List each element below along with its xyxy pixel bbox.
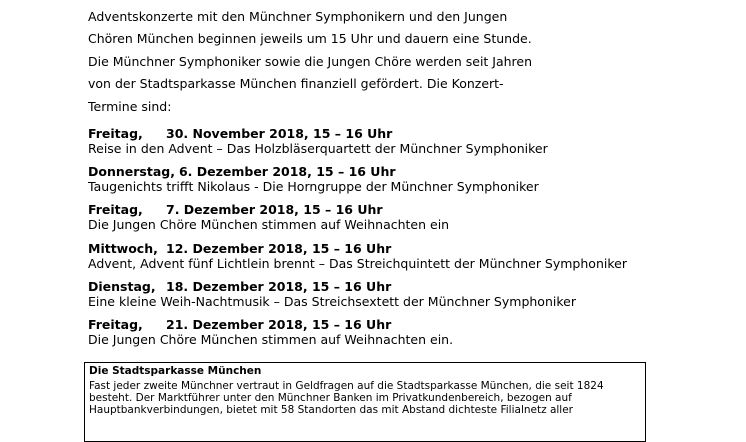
event-day: Freitag, <box>88 126 143 141</box>
event-date: 18. Dezember 2018, 15 – 16 Uhr <box>166 278 392 294</box>
event-heading <box>88 127 728 141</box>
event-item <box>88 318 728 356</box>
intro-line: von der Stadtsparkasse München finanziell gefördert. Die Konzert- <box>88 76 504 92</box>
event-heading <box>88 280 728 294</box>
info-box-body: Fast jeder zweite Münchner vertraut in Geldfragen auf die Stadtsparkasse München, die seit 1824 besteht. Der Marktführer unter den Münchner Banken im Privatkundenbereich, bezogen auf Hauptbankverbindungen, bietet mit 58 Standorten das mit Abstand dichteste Filialnetz aller <box>89 380 604 416</box>
event-date: 12. Dezember 2018, 15 – 16 Uhr <box>166 240 392 256</box>
info-box <box>84 362 646 442</box>
event-date: 30. November 2018, 15 – 16 Uhr <box>166 126 393 141</box>
event-day: Dienstag, <box>88 278 156 294</box>
event-list <box>88 127 728 356</box>
event-item <box>88 165 728 203</box>
event-item <box>88 203 728 241</box>
event-description: Die Jungen Chöre München stimmen auf Weihnachten ein. <box>88 331 454 347</box>
event-heading <box>88 242 728 256</box>
event-description: Reise in den Advent – Das Holzbläserquartett der Münchner Symphoniker <box>88 141 548 156</box>
event-day: Donnerstag, <box>88 164 175 180</box>
event-description: Advent, Advent fünf Lichtlein brennt – Das Streichquintett der Münchner Symphoniker <box>88 255 627 271</box>
event-item <box>88 280 728 318</box>
event-description: Eine kleine Weih-Nachtmusik – Das Streichsextett der Münchner Symphoniker <box>88 293 576 309</box>
event-date: 21. Dezember 2018, 15 – 16 Uhr <box>166 316 392 332</box>
intro-line: Termine sind: <box>88 98 172 114</box>
event-description: Taugenichts trifft Nikolaus - Die Horngruppe der Münchner Symphoniker <box>88 179 539 195</box>
event-day: Freitag, <box>88 202 143 218</box>
event-day: Freitag, <box>88 316 143 332</box>
event-date: 6. Dezember 2018, 15 – 16 Uhr <box>178 164 396 180</box>
event-item <box>88 242 728 280</box>
event-item <box>88 127 728 165</box>
info-box-title: Die Stadtsparkasse München <box>89 365 262 377</box>
intro-line: Die Münchner Symphoniker sowie die Jungen Chöre werden seit Jahren <box>88 53 533 69</box>
intro-line: Adventskonzerte mit den Münchner Symphonikern und den Jungen <box>88 9 508 24</box>
event-heading <box>88 165 728 179</box>
intro-paragraph <box>88 6 648 118</box>
event-heading <box>88 318 728 332</box>
event-day: Mittwoch, <box>88 240 158 256</box>
event-heading <box>88 203 728 217</box>
event-date: 7. Dezember 2018, 15 – 16 Uhr <box>166 202 383 218</box>
event-description: Die Jungen Chöre München stimmen auf Weihnachten ein <box>88 217 450 233</box>
intro-line: Chören München beginnen jeweils um 15 Uhr und dauern eine Stunde. <box>88 31 532 47</box>
